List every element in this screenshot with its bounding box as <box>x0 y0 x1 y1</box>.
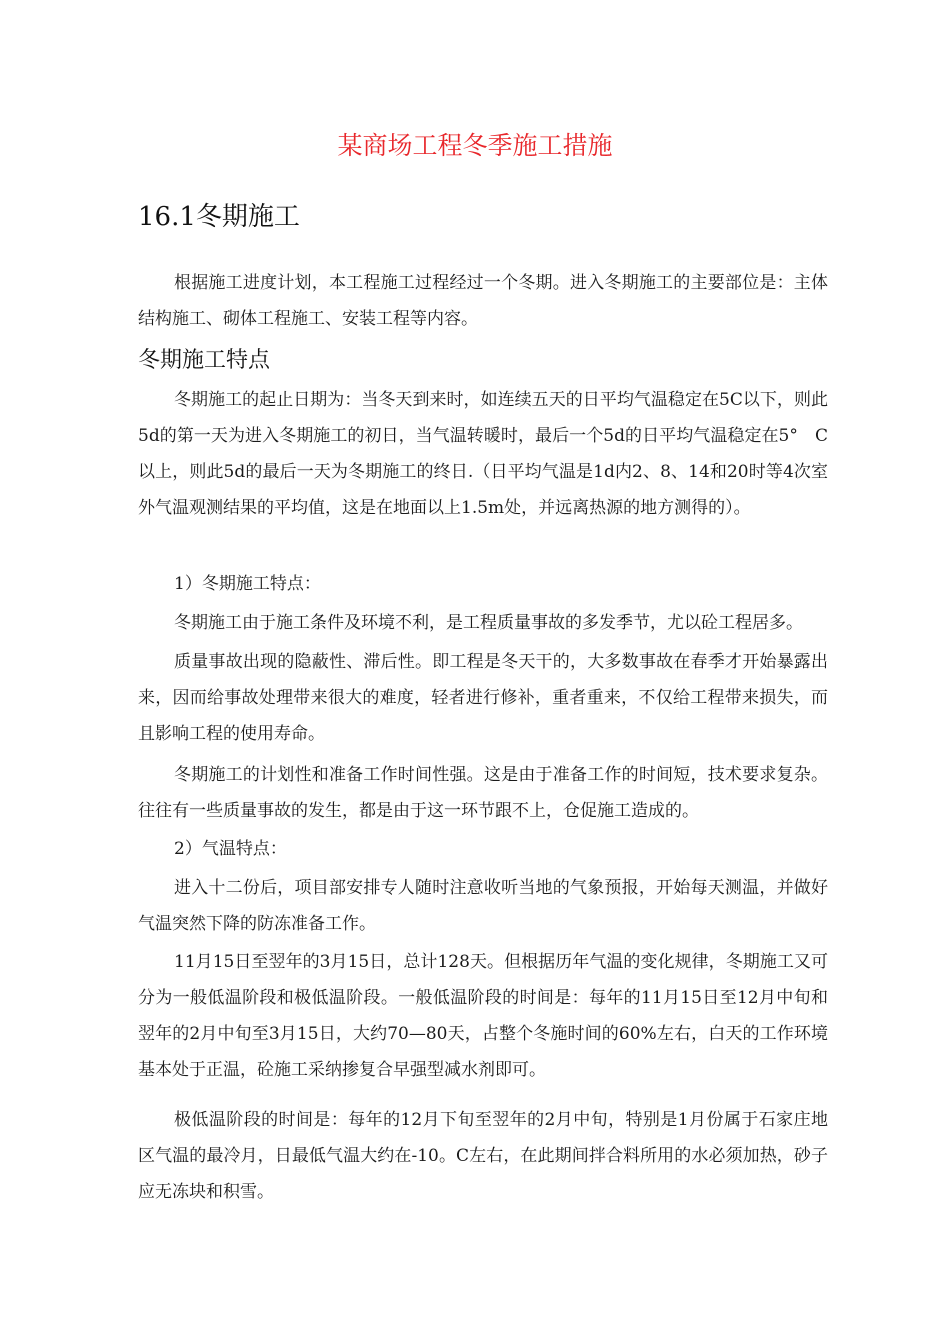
paragraph-quality-accidents: 冬期施工由于施工条件及环境不利，是工程质量事故的多发季节，尤以砼工程居多。 <box>174 613 803 633</box>
subheading: 冬期施工特点 <box>138 348 271 373</box>
paragraph-item-1: 1）冬期施工特点： <box>174 574 321 594</box>
paragraph-item-2: 2）气温特点： <box>174 839 287 859</box>
document-title: 某商场工程冬季施工措施 <box>337 131 613 160</box>
paragraph-concealment: 质量事故出现的隐蔽性、滞后性。即工程是冬天干的，大多数事故在春季才开始暴露出来，因而给事故处理带来很大的难度，轻者进行修补，重者重来，不仅给工程带来损失，而且影响工程的使用寿命。 <box>138 652 828 744</box>
paragraph-weather-forecast: 进入十二份后，项目部安排专人随时注意收听当地的气象预报，开始每天测温，并做好气温突然下降的防冻准备工作。 <box>138 878 828 934</box>
section-heading: 16.1冬期施工 <box>138 202 300 232</box>
paragraph-extreme-low-temp: 极低温阶段的时间是：每年的12月下旬至翌年的2月中旬，特别是1月份属于石家庄地区气温的最冷月，日最低气温大约在-10。C左右，在此期间拌合料所用的水必须加热，砂子应无冻块和积雪。 <box>138 1110 828 1202</box>
paragraph-planning: 冬期施工的计划性和准备工作时间性强。这是由于准备工作的时间短，技术要求复杂。往往有一些质量事故的发生，都是由于这一环节跟不上，仓促施工造成的。 <box>138 765 828 821</box>
intro-paragraph: 根据施工进度计划，本工程施工过程经过一个冬期。进入冬期施工的主要部位是：主体结构施工、砌体工程施工、安装工程等内容。 <box>138 273 828 329</box>
paragraph-general-low-temp: 11月15日至翌年的3月15日，总计128天。但根据历年气温的变化规律，冬期施工又可分为一般低温阶段和极低温阶段。一般低温阶段的时间是：每年的11月15日至12月中旬和翌年的2月中旬至3月15日，大约70—80天，占整个冬施时间的60%左右，白天的工作环境基本处于正温，砼施工采纳掺复合早强型减水剂即可。 <box>138 952 828 1080</box>
paragraph-start-end-dates: 冬期施工的起止日期为：当冬天到来时，如连续五天的日平均气温稳定在5C以下，则此5d的第一天为进入冬期施工的初日，当气温转暖时，最后一个5d的日平均气温稳定在5° C以上，则此5d的最后一天为冬期施工的终日.（日平均气温是1d内2、8、14和20时等4次室外气温观测结果的平均值，这是在地面以上1.5m处，并远离热源的地方测得的）。 <box>138 390 828 518</box>
